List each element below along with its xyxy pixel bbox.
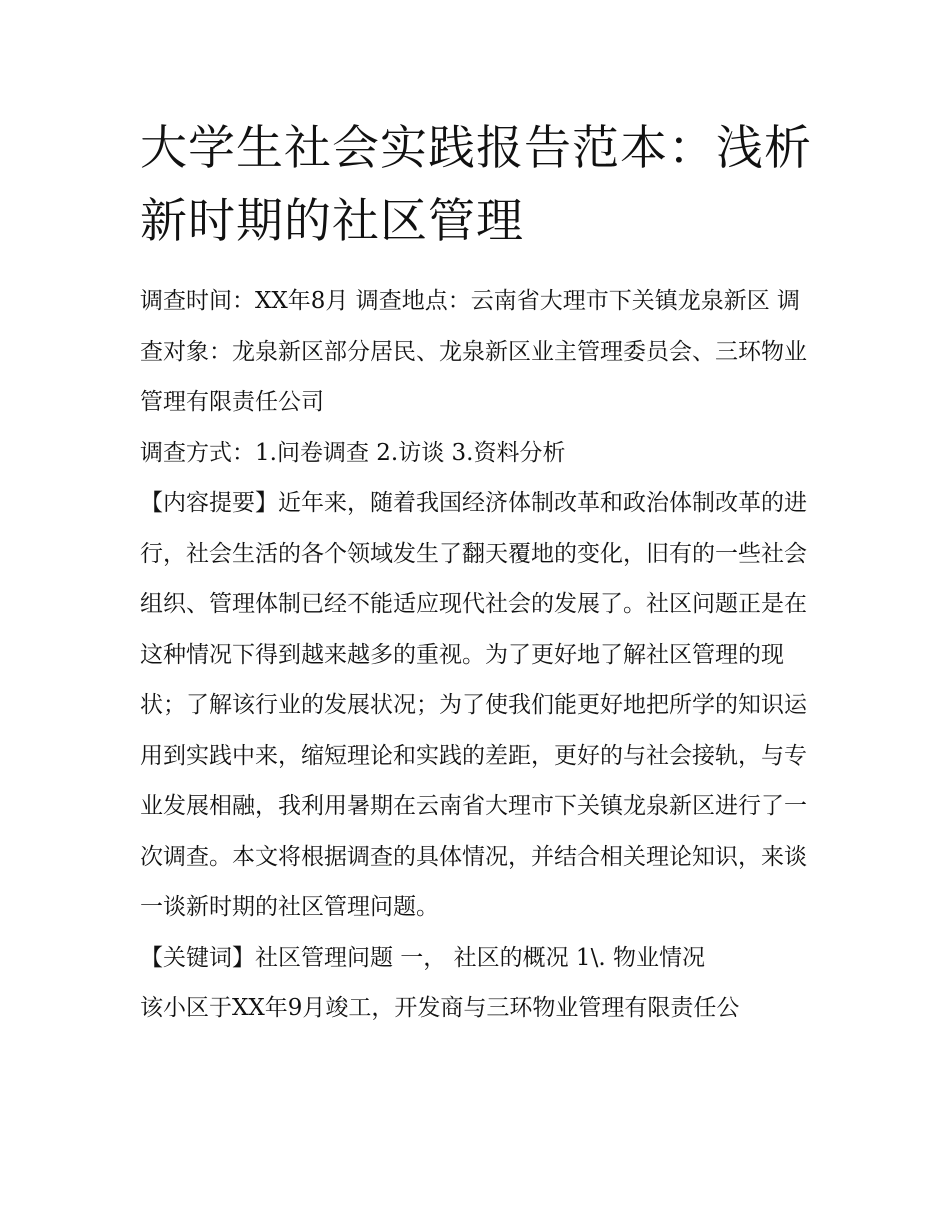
keywords-line: 【关键词】社区管理问题 一， 社区的概况 1\. 物业情况 [140,944,705,971]
document-title: 大学生社会实践报告范本：浅析新时期的社区管理 [140,121,812,249]
survey-method: 调查方式：1.问卷调查 2.访谈 3.资料分析 [140,439,566,466]
document-body [140,276,820,1034]
abstract-paragraph: 【内容提要】近年来，随着我国经济体制改革和政治体制改革的进行，社会生活的各个领域发生了翻天覆地的变化，旧有的一些社会组织、管理体制已经不能适应现代社会的发展了。社区问题正是在这种情况下得到越来越多的重视。为了更好地了解社区管理的现状；了解该行业的发展状况；为了使我们能更好地把所学的知识运用到实践中来，缩短理论和实践的差距，更好的与社会接轨，与专业发展相融，我利用暑期在云南省大理市下关镇龙泉新区进行了一次调查。本文将根据调查的具体情况，并结合相关理论知识，来谈一谈新时期的社区管理问题。 [140,490,807,920]
survey-info: 调查时间：XX年8月 调查地点：云南省大理市下关镇龙泉新区 调查对象：龙泉新区部分居民、龙泉新区业主管理委员会、三环物业管理有限责任公司 [140,288,807,415]
body-paragraph: 该小区于XX年9月竣工，开发商与三环物业管理有限责任公 [140,995,740,1021]
document-page [140,112,820,1034]
